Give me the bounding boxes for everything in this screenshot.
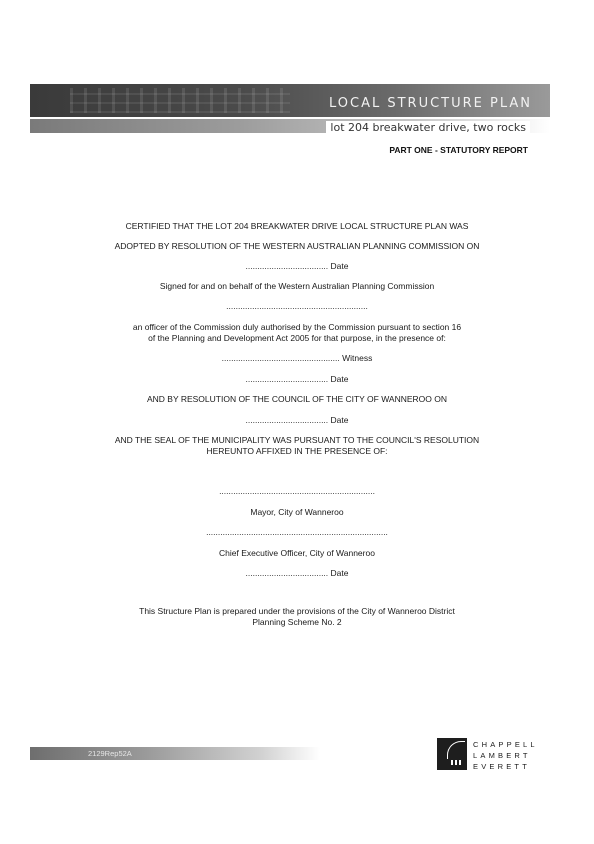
officer-text-2: of the Planning and Development Act 2005 for that purpose, in the presence of: [148,333,446,343]
document-title: LOCAL STRUCTURE PLAN [328,96,532,111]
signature-line-1: ............................................................ [226,301,368,311]
date-field-3: ................................... Date [245,415,349,425]
ceo-signature-line: ............................................................................. [206,527,388,537]
logo-word-2: LAMBERT [473,751,531,760]
logo-word-1: CHAPPELL [473,740,538,749]
ceo-label: Chief Executive Officer, City of Wanneroo [219,548,375,558]
council-resolution-text: AND BY RESOLUTION OF THE COUNCIL OF THE CITY OF WANNEROO ON [146,394,448,404]
mayor-label: Mayor, City of Wanneroo [250,507,344,517]
structure-plan-note-2: Planning Scheme No. 2 [252,617,342,627]
part-label: PART ONE - STATUTORY REPORT [389,145,528,155]
footer-band [30,747,320,760]
date-field-4: ................................... Date [245,568,349,578]
date-field-1: ................................... Date [245,261,349,271]
header-banner [30,84,550,117]
witness-field: .................................................. Witness [221,353,373,363]
signed-on-behalf-text: Signed for and on behalf of the Western Australian Planning Commission [159,281,435,291]
structure-plan-note-1: This Structure Plan is prepared under the provisions of the City of Wanneroo District [139,606,455,616]
seal-text-1: AND THE SEAL OF THE MUNICIPALITY WAS PURSUANT TO THE COUNCIL'S RESOLUTION [114,435,480,445]
officer-text-1: an officer of the Commission duly authorised by the Commission pursuant to section 16 [132,322,462,332]
logo-word-3: EVERETT [473,762,530,771]
document-subtitle: lot 204 breakwater drive, two rocks [326,121,530,134]
chappell-lambert-everett-logo-icon [437,738,467,770]
certification-line-2: ADOPTED BY RESOLUTION OF THE WESTERN AUSTRALIAN PLANNING COMMISSION ON [114,241,480,251]
date-field-2: ................................... Date [245,374,349,384]
seal-text-2: HEREUNTO AFFIXED IN THE PRESENCE OF: [206,446,388,456]
certification-line-1: CERTIFIED THAT THE LOT 204 BREAKWATER DRIVE LOCAL STRUCTURE PLAN WAS [125,221,469,231]
document-code: 2129Rep52A [88,749,132,758]
mayor-signature-line: .................................................................. [219,486,375,496]
